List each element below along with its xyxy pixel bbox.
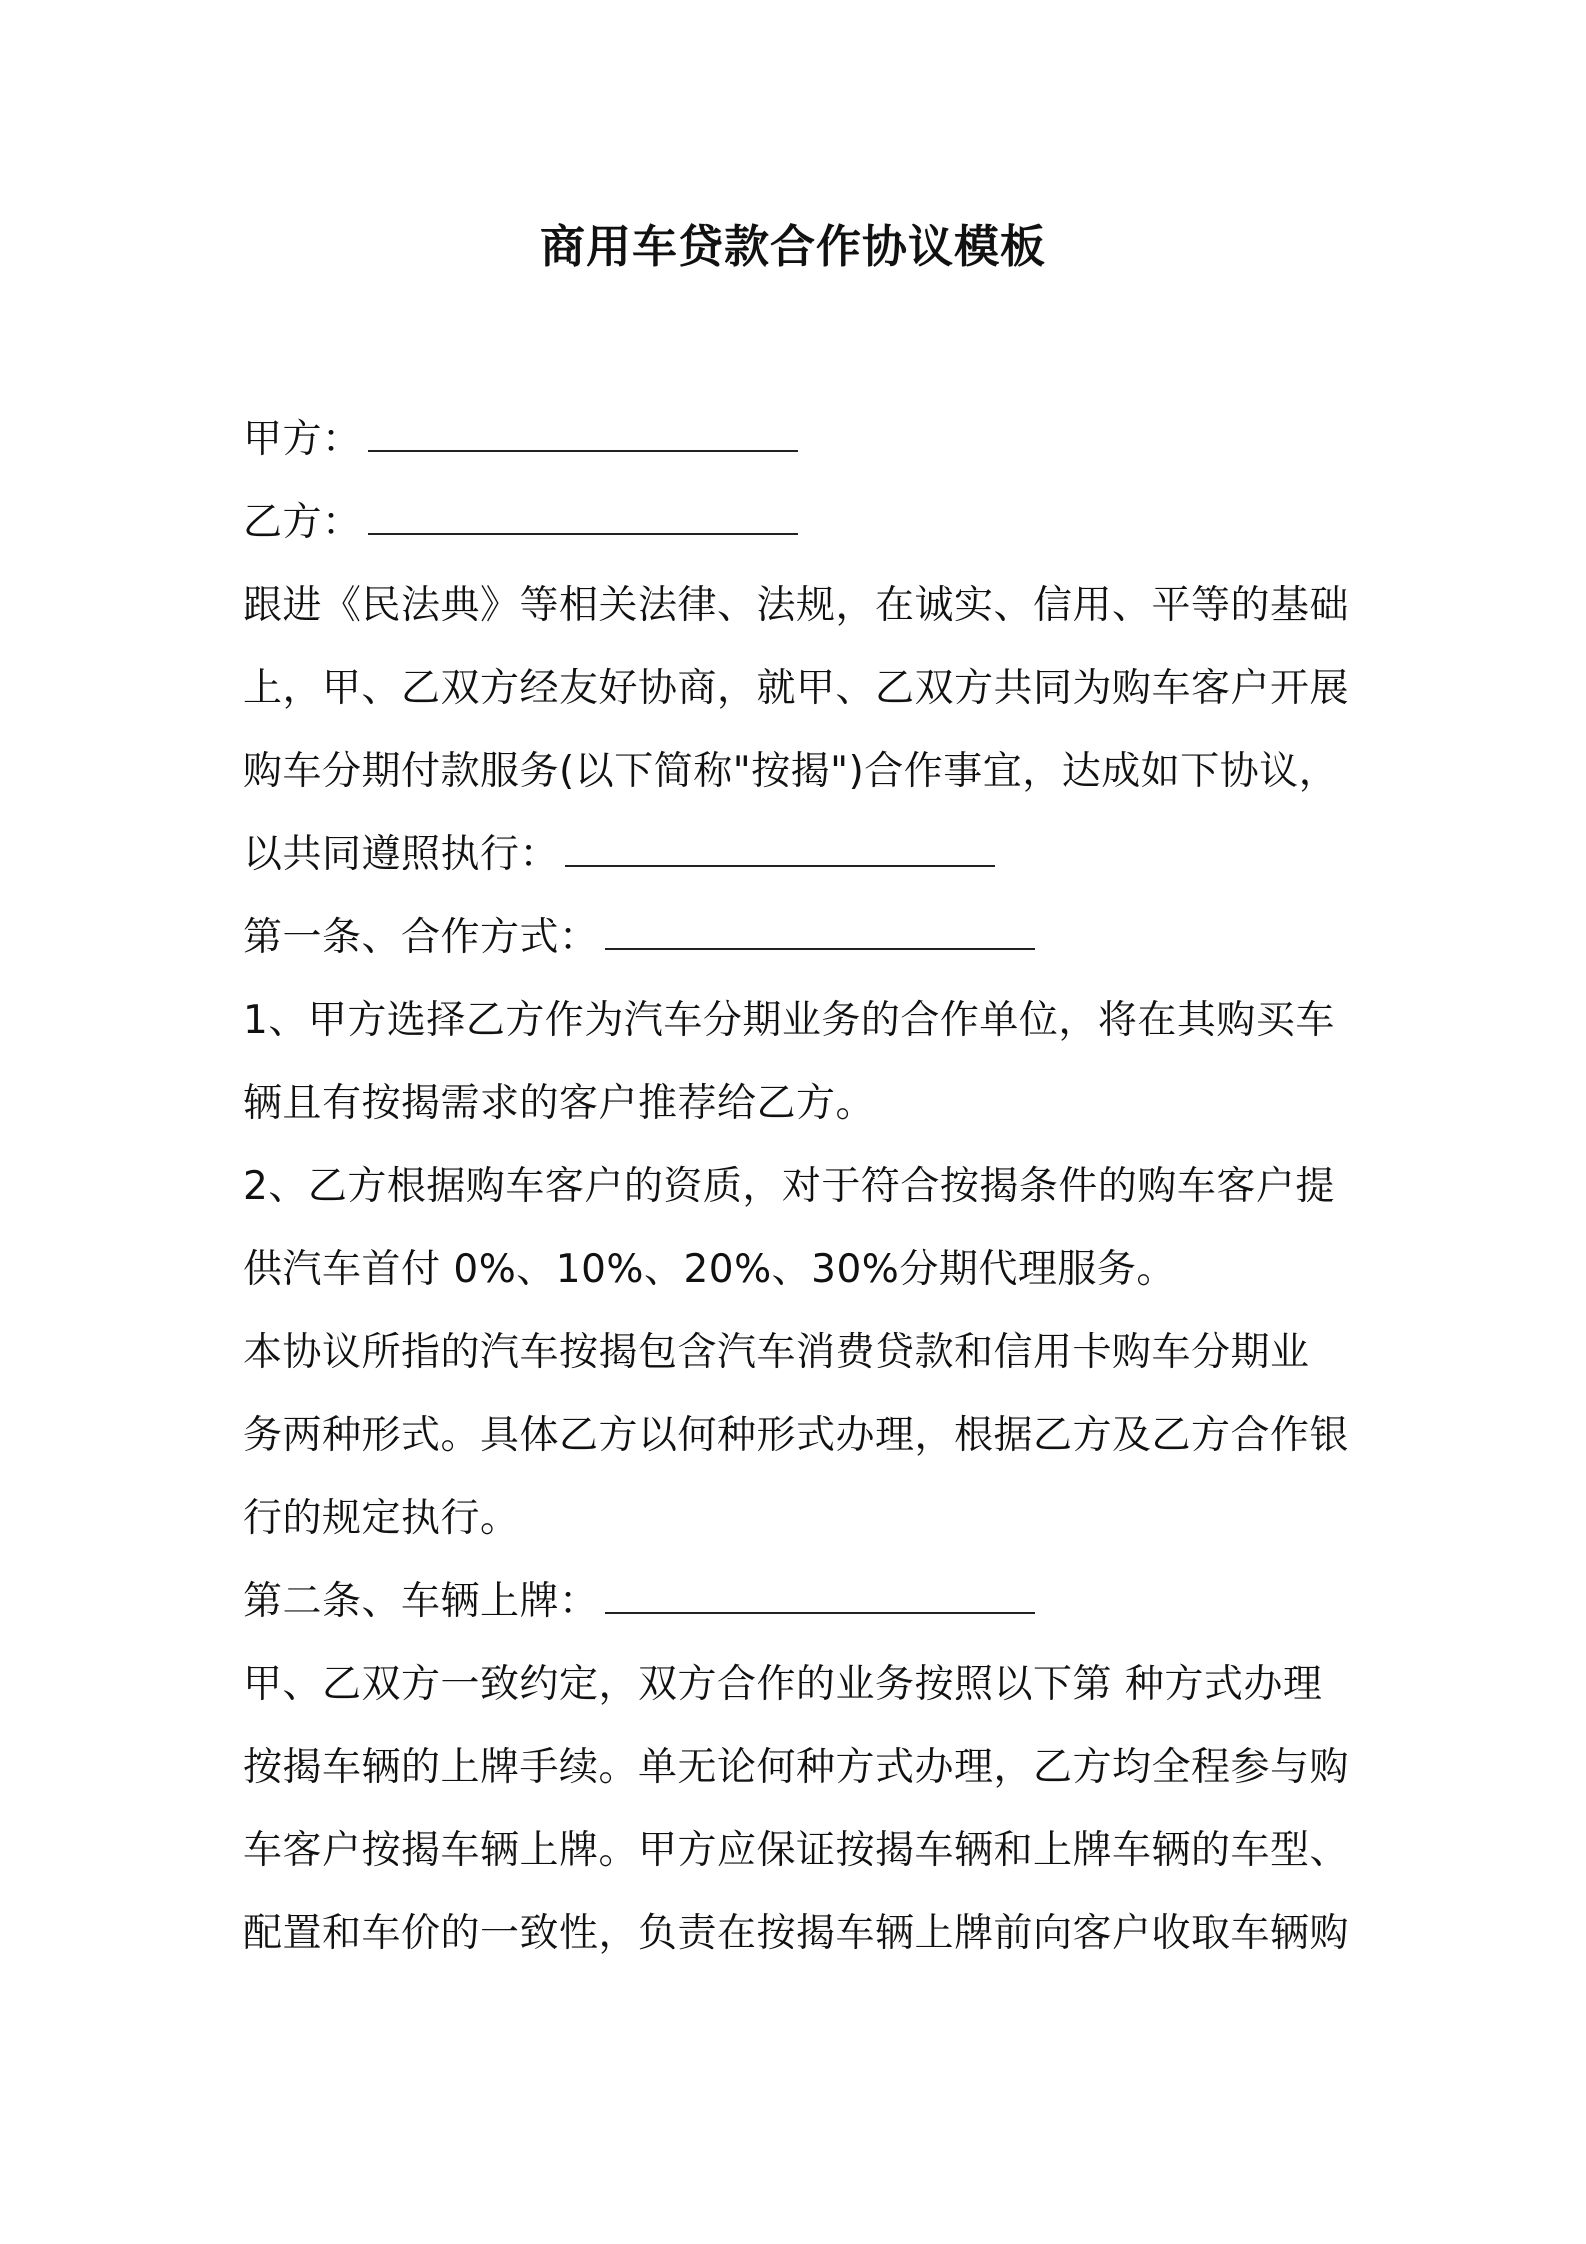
article-2-line-3: 车客户按揭车辆上牌。甲方应保证按揭车辆和上牌车辆的车型、: [243, 1828, 1350, 1873]
party-a-line: [243, 398, 1363, 481]
article-1-item-1-line-2: 辆且有按揭需求的客户推荐给乙方。: [243, 1081, 876, 1126]
article-2-heading: [243, 1560, 1363, 1643]
article-1-note-line-1: 本协议所指的汽车按揭包含汽车消费贷款和信用卡购车分期业: [243, 1330, 1310, 1375]
article-2-line-2: 按揭车辆的上牌手续。单无论何种方式办理，乙方均全程参与购: [243, 1745, 1350, 1790]
party-b-blank: [368, 503, 798, 535]
document-title: 商用车贷款合作协议模板: [539, 220, 1046, 273]
party-b-line: [243, 481, 1363, 564]
preamble-blank: [565, 835, 995, 867]
party-b-label: 乙方：: [243, 500, 362, 545]
article-1-blank: [605, 918, 1035, 950]
preamble-line-2: 上，甲、乙双方经友好协商，就甲、乙双方共同为购车客户开展: [243, 666, 1350, 711]
article-2-line-4: 配置和车价的一致性，负责在按揭车辆上牌前向客户收取车辆购: [243, 1911, 1350, 1956]
preamble-line-4-text: 以共同遵照执行：: [243, 832, 560, 877]
article-1-note-line-2: 务两种形式。具体乙方以何种形式办理，根据乙方及乙方合作银: [243, 1413, 1350, 1458]
party-a-blank: [368, 420, 798, 452]
preamble-line-4: [243, 813, 1363, 896]
article-1-heading-text: 第一条、合作方式：: [243, 915, 599, 960]
article-1-note-line-3: 行的规定执行。: [243, 1496, 520, 1541]
article-1-heading: [243, 896, 1363, 979]
party-a-label: 甲方：: [243, 417, 362, 462]
document-body: [243, 398, 1363, 1975]
article-1-item-1-line-1: 1、甲方选择乙方作为汽车分期业务的合作单位，将在其购买车: [243, 998, 1335, 1043]
article-1-item-2-line-1: 2、乙方根据购车客户的资质，对于符合按揭条件的购车客户提: [243, 1164, 1335, 1209]
preamble-line-3: 购车分期付款服务(以下简称"按揭")合作事宜，达成如下协议，: [243, 749, 1339, 794]
preamble-line-1: 跟进《民法典》等相关法律、法规，在诚实、信用、平等的基础: [243, 583, 1350, 628]
article-2-line-1: 甲、乙双方一致约定，双方合作的业务按照以下第 种方式办理: [243, 1662, 1323, 1707]
article-2-blank: [605, 1582, 1035, 1614]
article-1-item-2-line-2: 供汽车首付 0%、10%、20%、30%分期代理服务。: [243, 1247, 1176, 1292]
article-2-heading-text: 第二条、车辆上牌：: [243, 1579, 599, 1624]
